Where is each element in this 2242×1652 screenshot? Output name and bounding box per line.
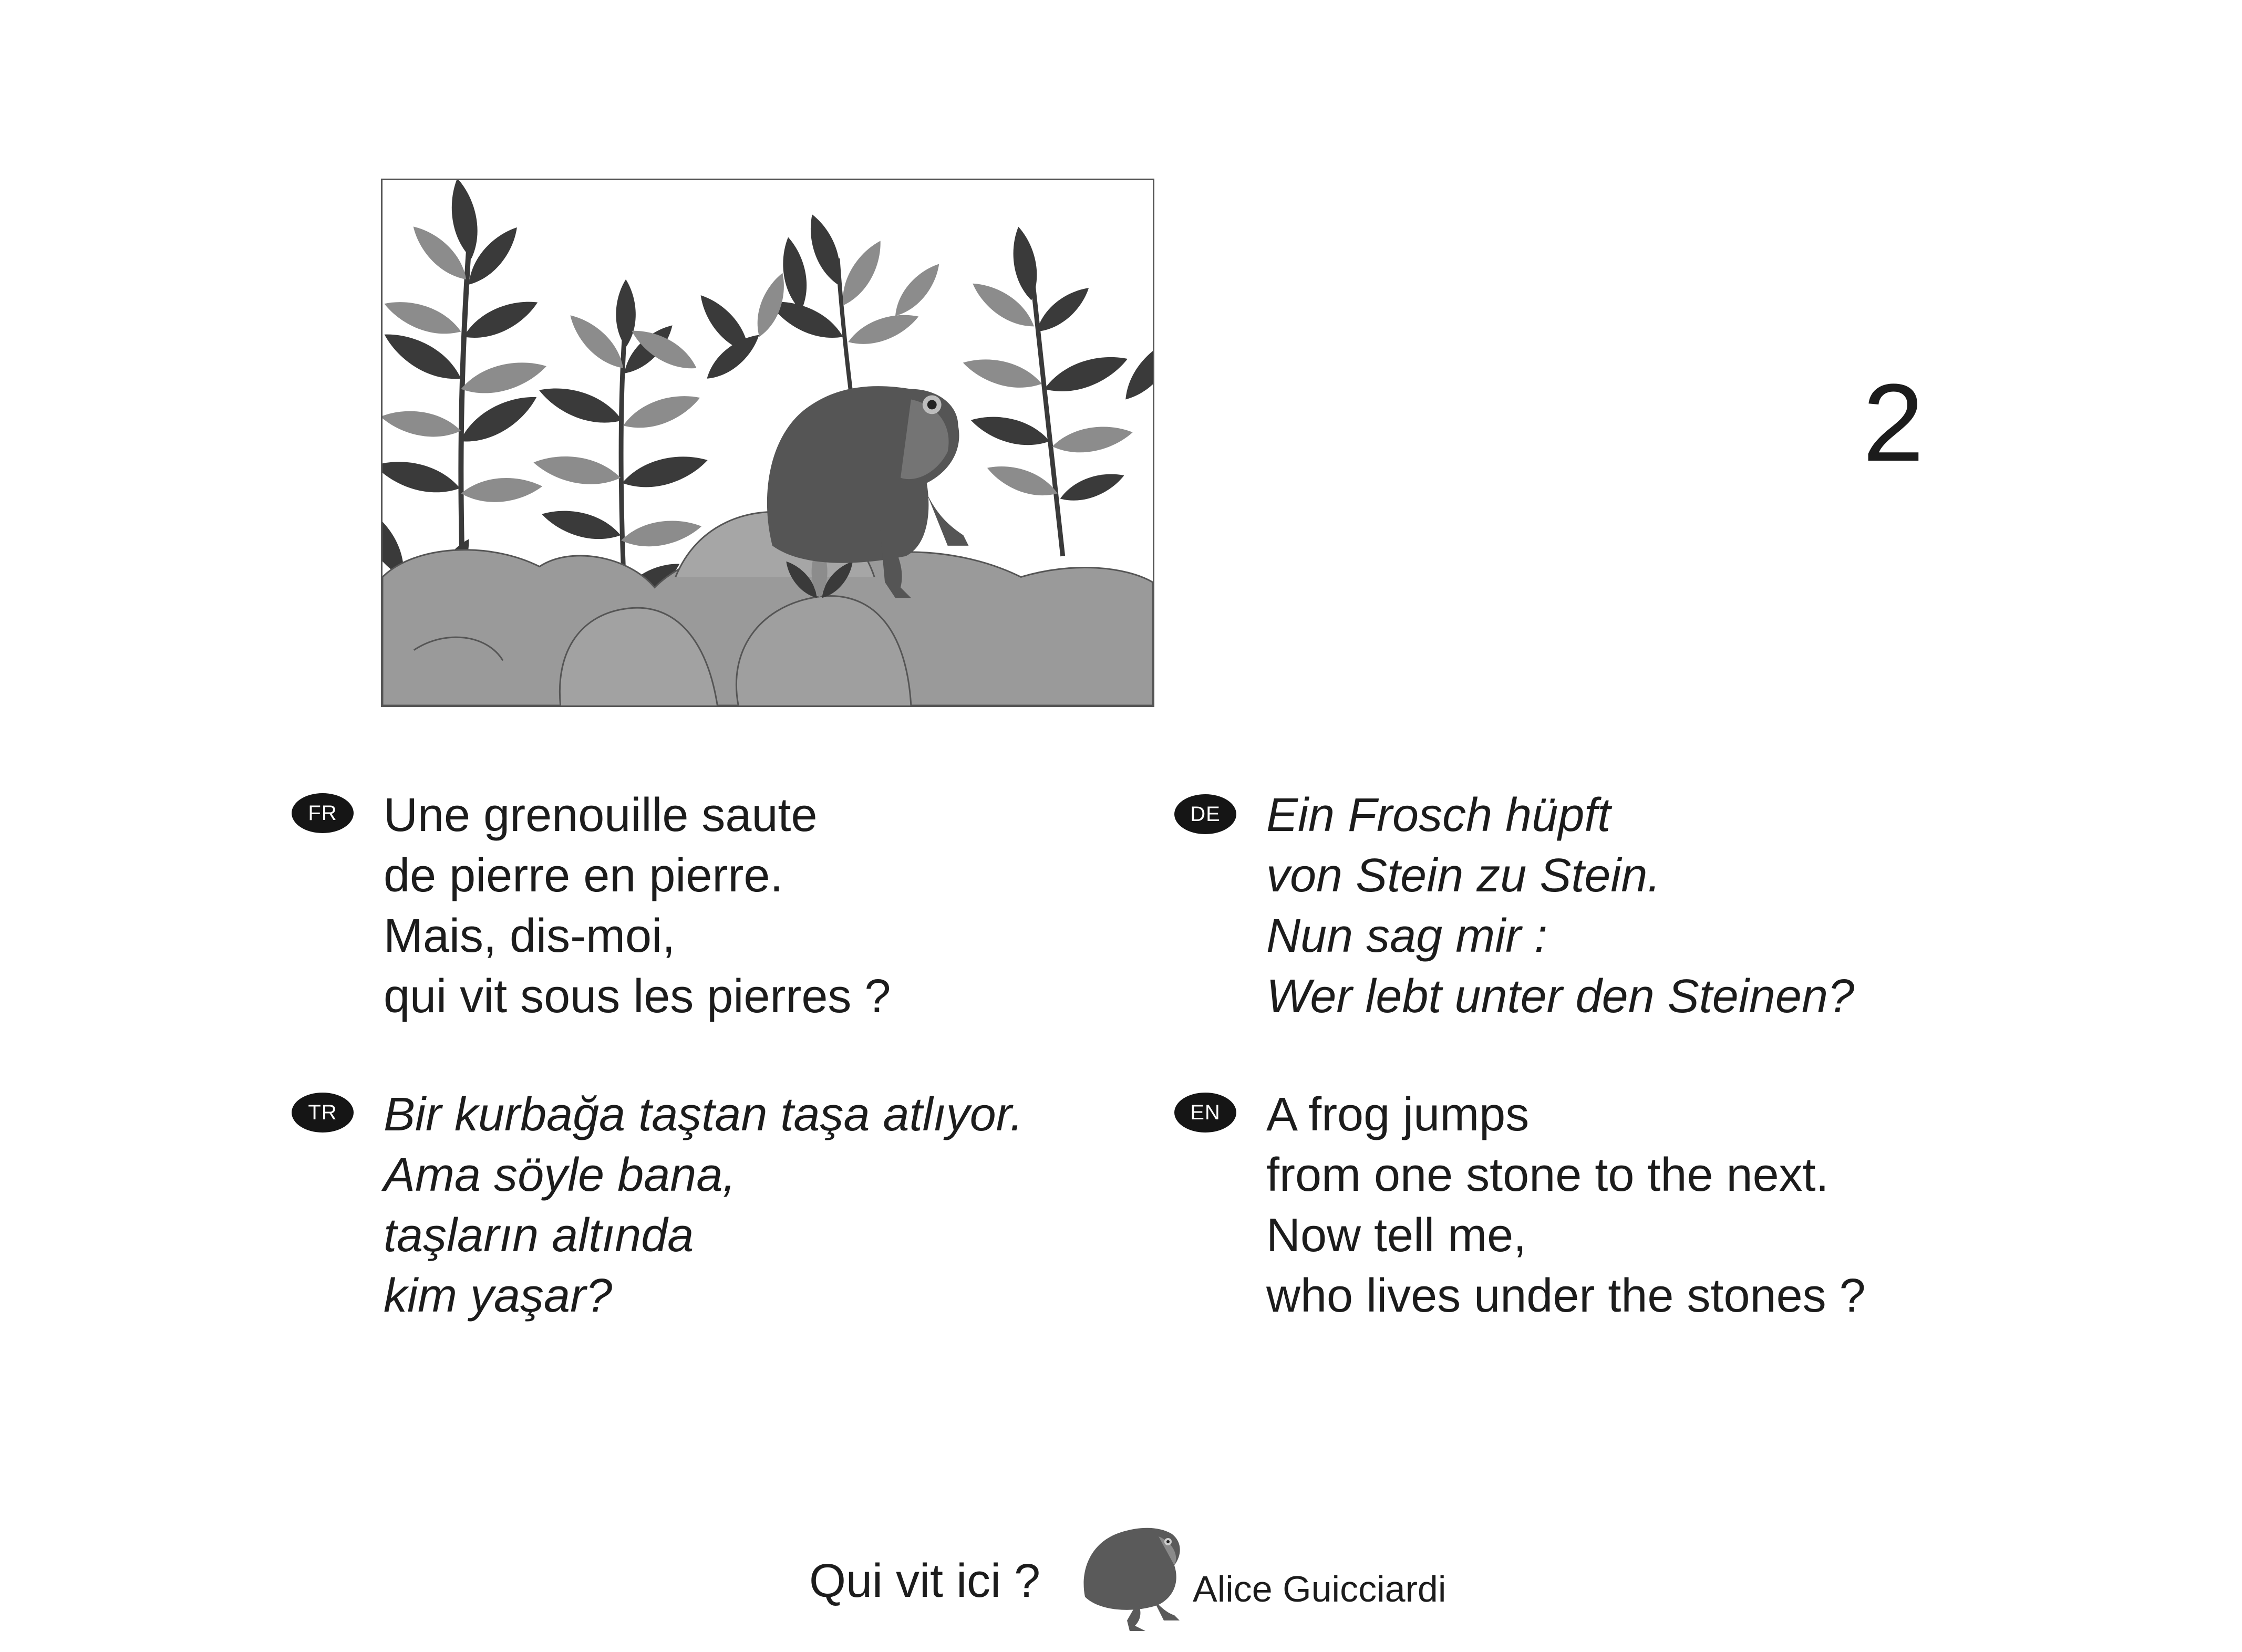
verse-line: Ein Frosch hüpft — [1266, 789, 1611, 841]
language-badge-tr: TR — [292, 1093, 354, 1132]
verse-line: von Stein zu Stein. — [1266, 849, 1661, 902]
verse-text-fr — [384, 785, 891, 1027]
verse-line: taşların altında — [384, 1209, 694, 1262]
verse-line: from one stone to the next. — [1266, 1149, 1829, 1201]
language-badge-de: DE — [1174, 794, 1236, 834]
verse-line: kim yaşar? — [384, 1270, 613, 1322]
language-badge-en: EN — [1174, 1093, 1236, 1132]
verse-line: Wer lebt unter den Steinen? — [1266, 970, 1855, 1023]
verse-text-de — [1266, 785, 1854, 1027]
plant-right — [960, 225, 1153, 556]
verse-line: Nun sag mir : — [1266, 910, 1548, 962]
verse-line: A frog jumps — [1266, 1088, 1530, 1141]
verse-text-en — [1266, 1085, 1866, 1326]
verse-line: Ama söyle bana, — [384, 1149, 736, 1201]
verse-line: who lives under the stones ? — [1266, 1270, 1866, 1322]
frog-icon — [1080, 1523, 1185, 1634]
verse-line: qui vit sous les pierres ? — [384, 970, 891, 1023]
page-number: 2 — [1863, 361, 1924, 484]
book-title: Qui vit ici ? — [809, 1555, 1041, 1607]
verse-line: de pierre en pierre. — [384, 849, 783, 902]
verse-line: Une grenouille saute — [384, 789, 818, 841]
author-name: Alice Guicciardi — [1193, 1568, 1447, 1609]
verse-text-tr — [384, 1085, 1023, 1326]
verse-line: Now tell me, — [1266, 1209, 1527, 1262]
illustration-frog-on-stones — [381, 179, 1154, 707]
frog-scene-image — [383, 180, 1153, 705]
stones — [383, 512, 1153, 705]
language-badge-fr: FR — [292, 793, 354, 833]
verse-line: Mais, dis-moi, — [384, 910, 676, 962]
verse-line: Bir kurbağa taştan taşa atlıyor. — [384, 1088, 1024, 1141]
